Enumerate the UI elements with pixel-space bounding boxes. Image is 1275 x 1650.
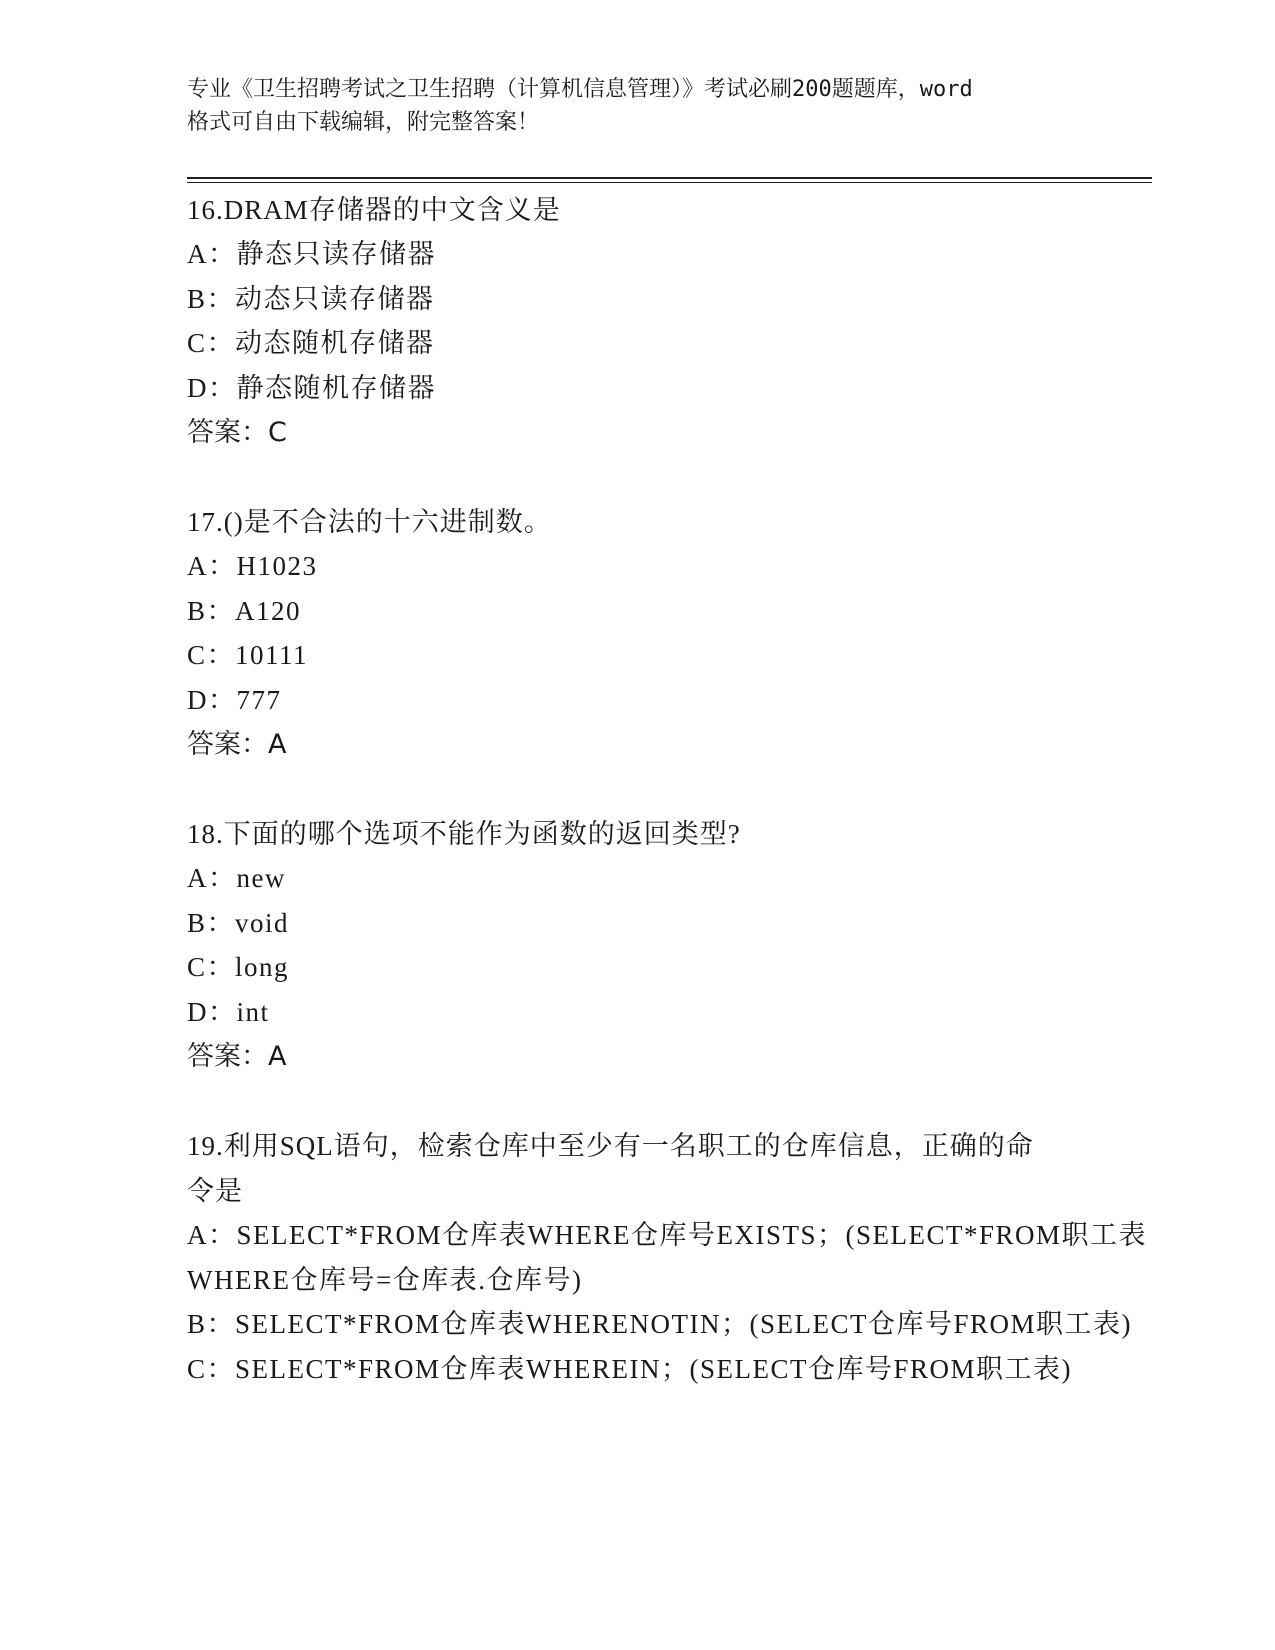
question-18-option-d: D：int (187, 997, 270, 1027)
question-19-option-a-continued: WHERE仓库号=仓库表.仓库号) (187, 1265, 583, 1295)
question-18-title: 18.下面的哪个选项不能作为函数的返回类型? (187, 819, 741, 849)
question-16-title: 16.DRAM存储器的中文含义是 (187, 195, 561, 225)
question-18-option-a: A：new (187, 863, 286, 893)
question-16-option-a: A：静态只读存储器 (187, 239, 436, 269)
question-19-option-c: C：SELECT*FROM仓库表WHEREIN；(SELECT仓库号FROM职工表) (187, 1354, 1073, 1384)
document-header (187, 73, 1087, 139)
question-19-option-b: B：SELECT*FROM仓库表WHERENOTIN；(SELECT仓库号FROM职工表) (187, 1309, 1132, 1339)
header-line-1: 专业《卫生招聘考试之卫生招聘（计算机信息管理）》考试必刷200题题库，word (187, 77, 973, 102)
question-16-option-c: C：动态随机存储器 (187, 328, 435, 358)
question-17-answer: 答案：A (187, 729, 287, 760)
question-19-title-line-1: 19.利用SQL语句，检索仓库中至少有一名职工的仓库信息，正确的命 (187, 1131, 1034, 1161)
question-18-answer: 答案：A (187, 1041, 287, 1072)
header-divider-thin (187, 182, 1152, 183)
question-17-title: 17.()是不合法的十六进制数。 (187, 507, 552, 537)
question-17-option-a: A：H1023 (187, 551, 318, 581)
question-16-option-b: B：动态只读存储器 (187, 284, 435, 314)
question-18-option-b: B：void (187, 908, 290, 938)
question-18-option-c: C：long (187, 952, 290, 982)
question-16-option-d: D：静态随机存储器 (187, 373, 436, 403)
header-line-2: 格式可自由下载编辑，附完整答案！ (187, 110, 540, 135)
question-17-option-d: D：777 (187, 685, 282, 715)
question-17-option-c: C：10111 (187, 640, 309, 670)
question-17-option-b: B：A120 (187, 596, 302, 626)
question-19-option-a: A：SELECT*FROM仓库表WHERE仓库号EXISTS；(SELECT*FROM职工表 (187, 1220, 1148, 1250)
question-16-answer: 答案：C (187, 417, 287, 448)
question-19-title-line-2: 令是 (187, 1176, 243, 1206)
header-divider-thick (187, 177, 1152, 179)
